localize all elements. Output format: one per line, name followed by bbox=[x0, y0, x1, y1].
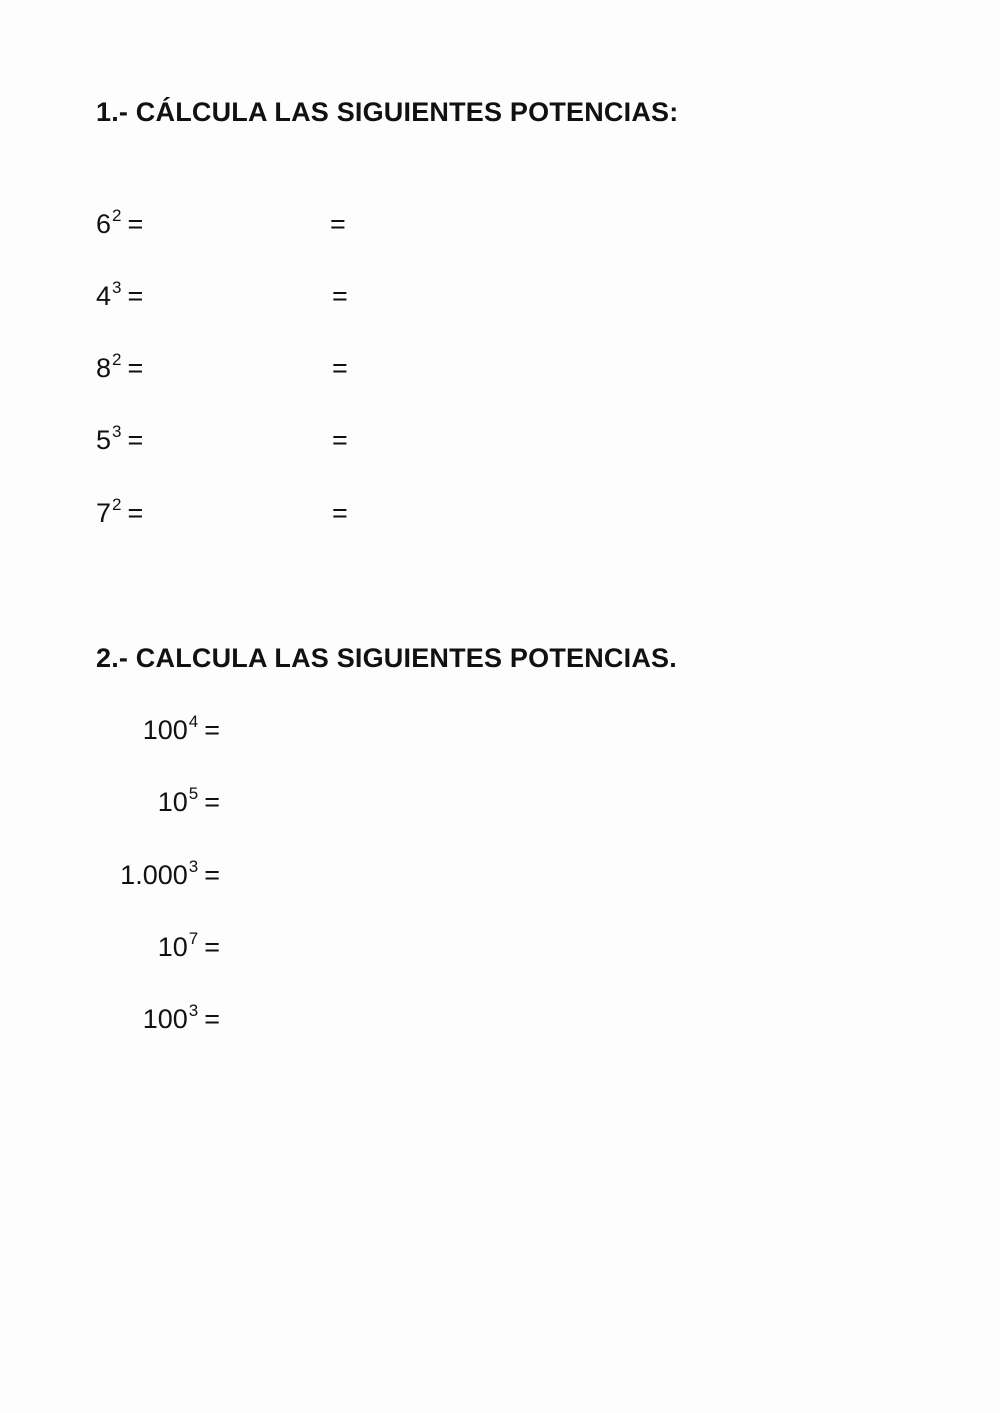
equals-sign: = bbox=[204, 715, 220, 745]
power-expression bbox=[96, 424, 143, 460]
power-exponent: 3 bbox=[112, 278, 122, 297]
power-base: 100 bbox=[142, 715, 188, 745]
answer-equals-sign: = bbox=[332, 425, 348, 455]
section2-row-2 bbox=[60, 786, 220, 818]
section1-row-4 bbox=[96, 424, 396, 456]
section1-row-2 bbox=[96, 280, 396, 312]
section2-row-4 bbox=[60, 931, 220, 963]
equals-sign: = bbox=[127, 353, 144, 383]
power-expression bbox=[143, 714, 220, 750]
power-expression bbox=[96, 497, 143, 533]
section2-row-5 bbox=[60, 1003, 220, 1035]
section1-row-1 bbox=[96, 208, 396, 240]
power-exponent: 3 bbox=[112, 422, 122, 441]
power-expression bbox=[158, 931, 220, 967]
power-exponent: 2 bbox=[112, 350, 122, 369]
power-expression bbox=[120, 859, 220, 895]
equals-sign: = bbox=[127, 281, 144, 311]
power-base: 5 bbox=[96, 425, 112, 455]
power-exponent: 5 bbox=[188, 784, 199, 803]
answer-equals-sign: = bbox=[332, 353, 348, 383]
power-exponent: 7 bbox=[188, 929, 199, 948]
section1-row-5 bbox=[96, 497, 396, 529]
power-exponent: 4 bbox=[188, 712, 199, 731]
power-expression bbox=[96, 280, 143, 316]
power-base: 6 bbox=[96, 209, 112, 239]
power-exponent: 2 bbox=[112, 206, 122, 225]
answer-equals-sign: = bbox=[330, 209, 346, 239]
equals-sign: = bbox=[127, 498, 144, 528]
equals-sign: = bbox=[204, 860, 220, 890]
power-base: 7 bbox=[96, 498, 112, 528]
power-base: 1.000 bbox=[120, 860, 188, 890]
equals-sign: = bbox=[204, 932, 220, 962]
power-expression bbox=[158, 786, 220, 822]
power-expression bbox=[96, 208, 143, 244]
power-exponent: 3 bbox=[188, 1001, 199, 1020]
section1-row-3 bbox=[96, 352, 396, 384]
answer-equals-sign: = bbox=[332, 498, 348, 528]
section2-row-3 bbox=[60, 859, 220, 891]
answer-equals-sign: = bbox=[332, 281, 348, 311]
section1-title: 1.- CÁLCULA LAS SIGUIENTES POTENCIAS: bbox=[96, 97, 679, 127]
power-base: 100 bbox=[142, 1004, 188, 1034]
power-exponent: 3 bbox=[188, 857, 199, 876]
power-base: 10 bbox=[157, 787, 188, 817]
power-base: 8 bbox=[96, 353, 112, 383]
power-base: 10 bbox=[157, 932, 188, 962]
power-expression bbox=[96, 352, 143, 388]
equals-sign: = bbox=[204, 1004, 220, 1034]
power-base: 4 bbox=[96, 281, 112, 311]
equals-sign: = bbox=[127, 209, 144, 239]
equals-sign: = bbox=[204, 787, 220, 817]
power-expression bbox=[143, 1003, 220, 1039]
equals-sign: = bbox=[127, 425, 144, 455]
section2-title: 2.- CALCULA LAS SIGUIENTES POTENCIAS. bbox=[96, 643, 677, 673]
power-exponent: 2 bbox=[112, 495, 122, 514]
section2-row-1 bbox=[60, 714, 220, 746]
